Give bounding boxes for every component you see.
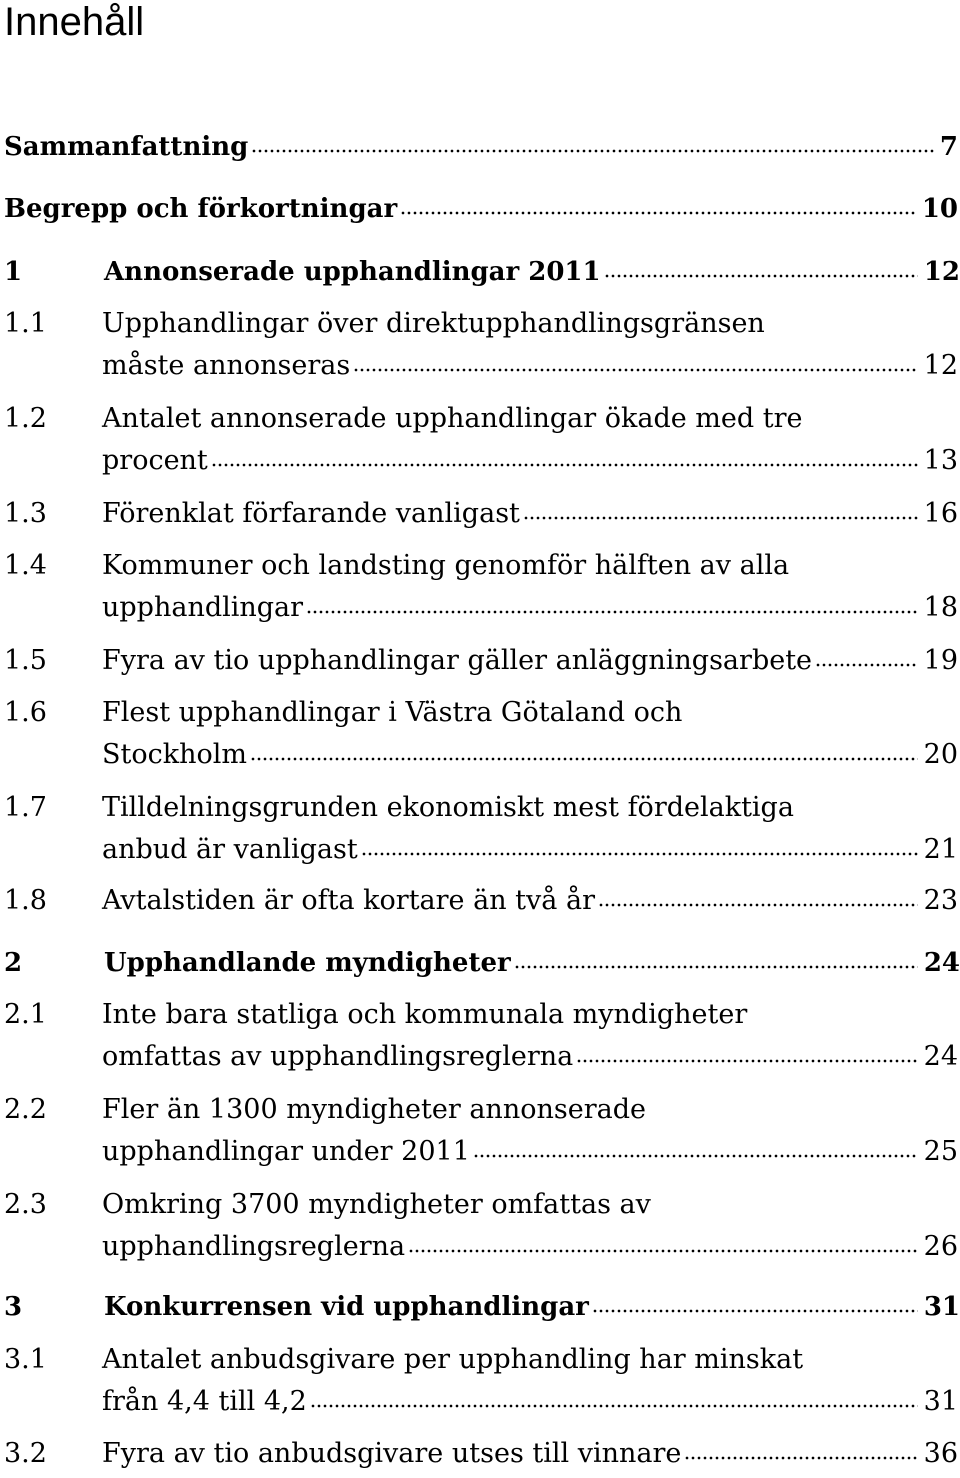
toc-entry-number: 2 [4,948,23,978]
toc-entry-number: 1.6 [4,697,47,728]
toc-entry-last-line [102,640,958,682]
dot-leader [604,272,918,280]
toc-entry-content [102,692,958,776]
toc-entry-text: Avtalstiden är ofta kortare än två år [102,885,595,916]
toc-entry-content [102,545,958,629]
toc-entry-text: Upphandlande myndigheter [104,948,511,978]
toc-entry-text: upphandlingar [102,592,304,623]
dot-leader [592,1307,918,1315]
toc-entry-number: 1.5 [4,645,47,676]
toc-entry-last-line [4,188,958,230]
toc-page-number[interactable]: 25 [923,1136,958,1167]
toc-entry-number: 3 [4,1292,23,1322]
toc-entry-text: upphandlingsreglerna [102,1231,406,1262]
toc-entry-number: 3.1 [4,1344,47,1375]
toc-entry-text: Fyra av tio anbudsgivare utses till vinnare [102,1438,682,1469]
dot-leader [408,1247,918,1255]
toc-entry-text: anbud är vanligast [102,834,358,865]
dot-leader [598,901,918,909]
toc-entry-text: Fyra av tio upphandlingar gäller anläggningsarbete [102,645,813,676]
toc-entry-text: Antalet anbudsgivare per upphandling har minskat [102,1344,804,1375]
toc-entry-text: Kommuner och landsting genomför hälften av alla [102,550,790,581]
toc-page-number[interactable]: 12 [923,257,960,287]
toc-entry-last-line [102,1226,958,1268]
toc-page-number[interactable]: 18 [923,592,958,623]
toc-entry-content [102,1433,958,1475]
toc-entry-number: 1 [4,257,23,287]
toc-entry-text: Flest upphandlingar i Västra Götaland och [102,697,683,728]
toc-page-number[interactable]: 16 [923,498,958,529]
toc-entry-text: procent [102,445,208,476]
toc-entry-last-line [102,587,958,629]
toc-entry-content [102,994,958,1078]
toc-entry-number: 1.2 [4,403,47,434]
toc-entry-text: måste annonseras [102,350,351,381]
toc-entry-text: Omkring 3700 myndigheter omfattas av [102,1189,651,1220]
dot-leader [523,514,918,522]
toc-entry-last-line [102,880,958,922]
toc-entry-last-line [4,126,958,168]
toc-entry-content [102,398,958,482]
toc-entry-last-line [102,1131,958,1173]
toc-entry-content [104,1286,960,1328]
toc-entry-number: 2.3 [4,1189,47,1220]
toc-entry-number: 1.7 [4,792,47,823]
toc-entry-number: 2.1 [4,999,47,1030]
toc-entry-text: Förenklat förfarande vanligast [102,498,520,529]
dot-leader [815,661,918,669]
dot-leader [400,209,916,217]
toc-entry-content [102,303,958,387]
toc-entry-text: Stockholm [102,739,247,770]
toc-entry-content [4,188,958,230]
dot-leader [473,1152,918,1160]
toc-entry-text: Fler än 1300 myndigheter annonserade [102,1094,646,1125]
toc-entry-content [102,640,958,682]
toc-page-number[interactable]: 36 [923,1438,958,1469]
toc-entry-number: 2.2 [4,1094,47,1125]
toc-entry-number: 1.1 [4,308,47,339]
toc-page-number[interactable]: 24 [923,1041,958,1072]
dot-leader [250,755,918,763]
toc-page-number[interactable]: 31 [923,1386,958,1417]
dot-leader [353,366,917,374]
toc-page-number[interactable]: 31 [923,1292,960,1322]
toc-entry-last-line [102,734,958,776]
toc-entry-content [102,787,958,871]
dot-leader [576,1057,917,1065]
page-title: Innehåll [4,0,145,44]
toc-entry-text: Begrepp och förkortningar [4,194,398,224]
toc-entry-content [104,942,960,984]
toc-page-number[interactable]: 26 [923,1231,958,1262]
toc-page-number[interactable]: 7 [939,132,958,162]
toc-page-number[interactable]: 24 [923,948,960,978]
dot-leader [211,461,918,469]
toc-page-number[interactable]: 20 [923,739,958,770]
toc-entry-content [104,251,960,293]
toc-entry-text: Tilldelningsgrunden ekonomiskt mest fördelaktiga [102,792,794,823]
toc-entry-content [102,1184,958,1268]
toc-entry-last-line [102,829,958,871]
toc-page-number[interactable]: 12 [923,350,958,381]
dot-leader [310,1402,918,1410]
toc-entry-text: Antalet annonserade upphandlingar ökade med tre [102,403,803,434]
toc-page-number[interactable]: 23 [923,885,958,916]
toc-entry-text: omfattas av upphandlingsreglerna [102,1041,574,1072]
dot-leader [684,1454,917,1462]
toc-page-number[interactable]: 13 [923,445,958,476]
toc-entry-number: 1.4 [4,550,47,581]
toc-entry-last-line [102,1381,958,1423]
toc-entry-last-line [104,251,960,293]
toc-entry-last-line [102,1036,958,1078]
toc-entry-content [102,1339,958,1423]
toc-entry-text: Inte bara statliga och kommunala myndigheter [102,999,748,1030]
toc-entry-text: Sammanfattning [4,132,249,162]
toc-entry-content [102,493,958,535]
toc-entry-text: Upphandlingar över direktupphandlingsgränsen [102,308,765,339]
toc-entry-text: Annonserade upphandlingar 2011 [104,257,601,287]
dot-leader [361,850,918,858]
dot-leader [306,608,918,616]
toc-entry-content [4,126,958,168]
toc-entry-last-line [104,942,960,984]
toc-entry-last-line [102,493,958,535]
toc-entry-text: upphandlingar under 2011 [102,1136,470,1167]
toc-entry-last-line [102,1433,958,1475]
toc-page-number[interactable]: 21 [923,834,958,865]
toc-entry-text: från 4,4 till 4,2 [102,1386,307,1417]
toc-entry-last-line [104,1286,960,1328]
dot-leader [514,963,918,971]
toc-page-number[interactable]: 10 [921,194,958,224]
toc-entry-text: Konkurrensen vid upphandlingar [104,1292,589,1322]
dot-leader [251,147,934,155]
toc-entry-number: 3.2 [4,1438,47,1469]
toc-page-number[interactable]: 19 [923,645,958,676]
toc-entry-content [102,880,958,922]
toc-entry-number: 1.3 [4,498,47,529]
toc-entry-number: 1.8 [4,885,47,916]
toc-entry-last-line [102,440,958,482]
toc-entry-last-line [102,345,958,387]
toc-entry-content [102,1089,958,1173]
